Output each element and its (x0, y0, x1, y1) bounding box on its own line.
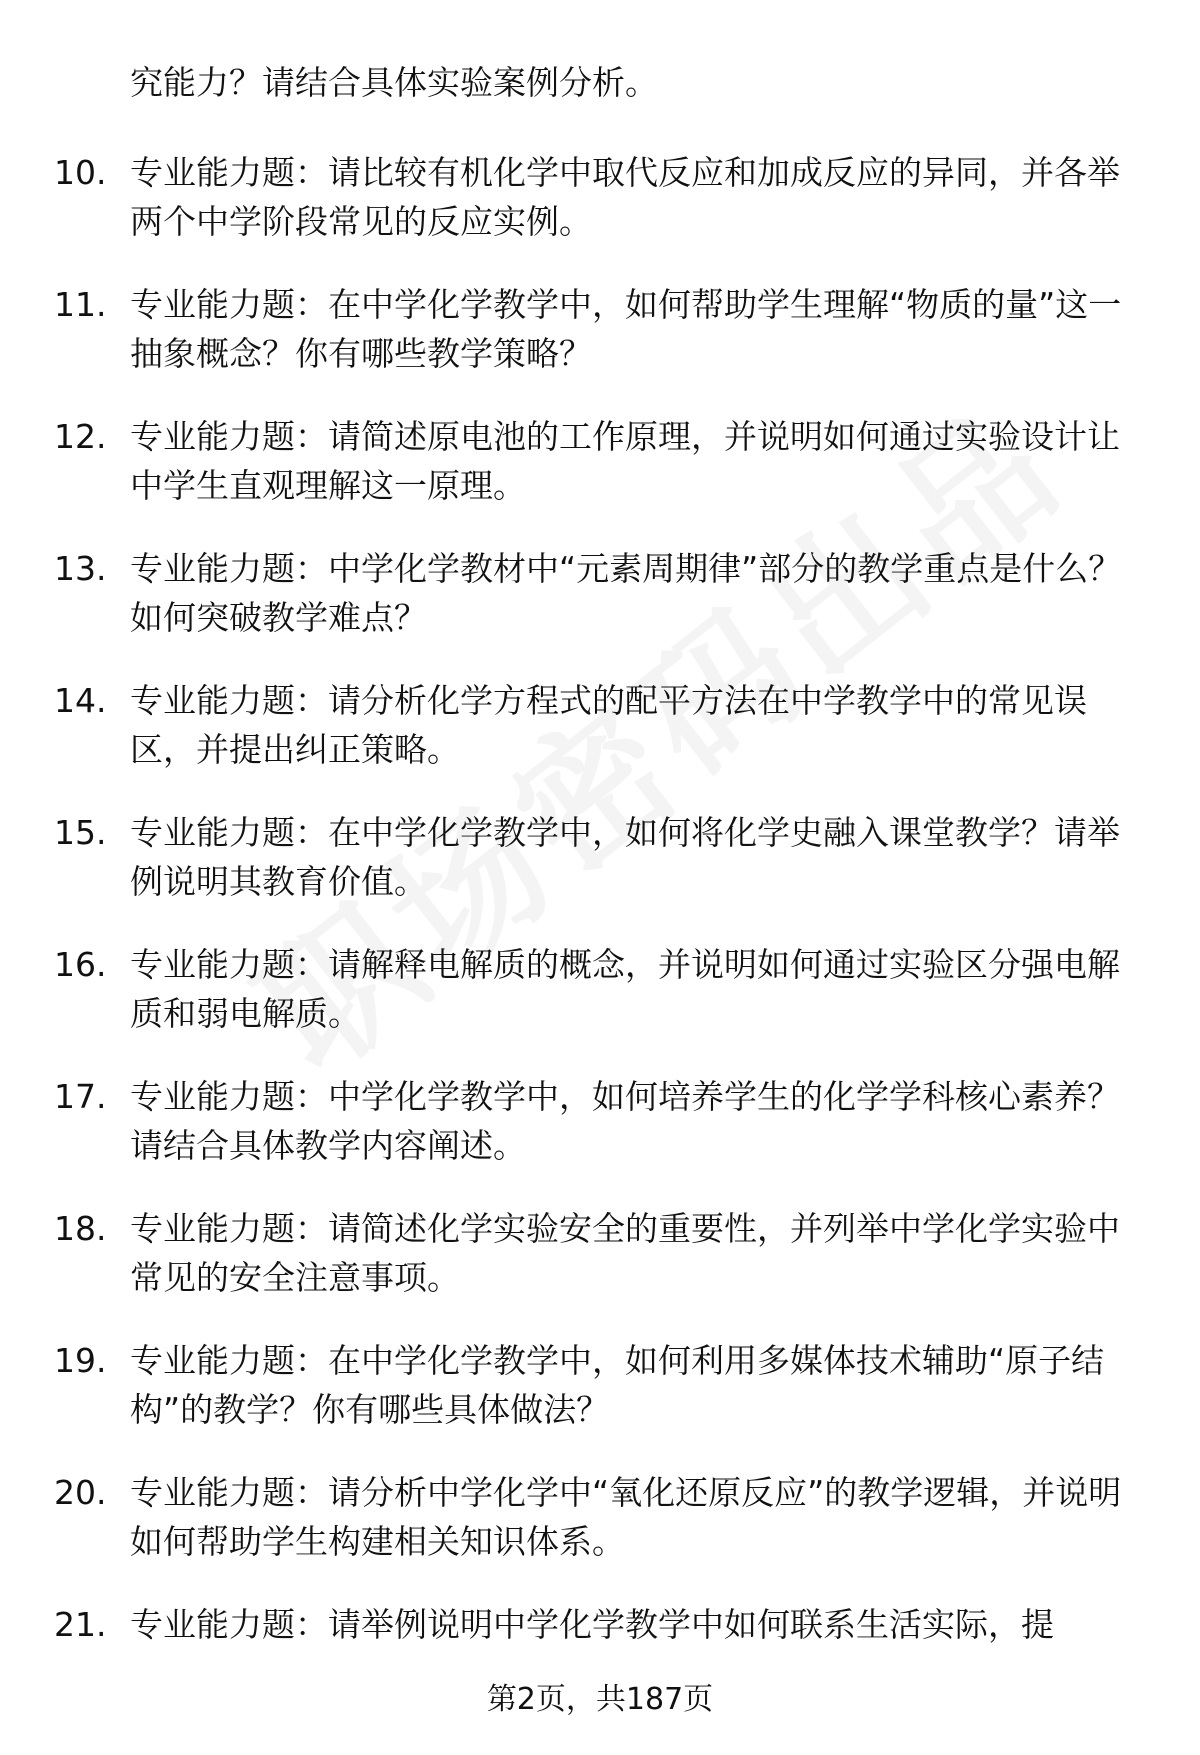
question-number: 12. (54, 417, 107, 456)
question-text: 专业能力题：在中学化学教学中，如何利用多媒体技术辅助“原子结构”的教学？你有哪些具体做法？ (130, 1341, 1105, 1429)
question-number: 15. (54, 813, 107, 852)
question-text: 专业能力题：请解释电解质的概念，并说明如何通过实验区分强电解质和弱电解质。 (130, 945, 1120, 1033)
question-item (0, 940, 1200, 1072)
question-number: 16. (54, 945, 107, 984)
question-text: 专业能力题：请分析化学方程式的配平方法在中学教学中的常见误区，并提出纠正策略。 (130, 681, 1087, 769)
question-item (0, 1204, 1200, 1336)
question-text: 专业能力题：中学化学教材中“元素周期律”部分的教学重点是什么？如何突破教学难点？ (130, 549, 1122, 637)
question-item (0, 1072, 1200, 1204)
question-text: 专业能力题：请分析中学化学中“氧化还原反应”的教学逻辑，并说明如何帮助学生构建相关知识体系。 (130, 1473, 1122, 1561)
question-item (0, 148, 1200, 280)
question-number: 11. (54, 285, 107, 324)
question-item (0, 1336, 1200, 1468)
question-list (0, 148, 1200, 1732)
question-text: 专业能力题：在中学化学教学中，如何帮助学生理解“物质的量”这一抽象概念？你有哪些教学策略？ (130, 285, 1122, 373)
question-number: 17. (54, 1077, 107, 1116)
question-number: 18. (54, 1209, 107, 1248)
question-text: 专业能力题：请简述原电池的工作原理，并说明如何通过实验设计让中学生直观理解这一原理。 (130, 417, 1120, 505)
question-item (0, 676, 1200, 808)
question-number: 10. (54, 153, 107, 192)
continuation-text: 究能力？请结合具体实验案例分析。 (130, 63, 658, 102)
question-number: 13. (54, 549, 107, 588)
question-text: 专业能力题：请举例说明中学化学教学中如何联系生活实际，提 (130, 1605, 1054, 1644)
question-item (0, 1468, 1200, 1600)
question-text: 专业能力题：在中学化学教学中，如何将化学史融入课堂教学？请举例说明其教育价值。 (130, 813, 1120, 901)
question-text: 专业能力题：中学化学教学中，如何培养学生的化学学科核心素养？请结合具体教学内容阐述。 (130, 1077, 1120, 1165)
question-item (0, 280, 1200, 412)
question-number: 19. (54, 1341, 107, 1380)
question-number: 20. (54, 1473, 107, 1512)
question-number: 14. (54, 681, 107, 720)
question-number: 21. (54, 1605, 107, 1644)
question-item (0, 412, 1200, 544)
question-text: 专业能力题：请简述化学实验安全的重要性，并列举中学化学实验中常见的安全注意事项。 (130, 1209, 1120, 1297)
page-footer: 第2页，共187页 (486, 1682, 714, 1717)
question-text: 专业能力题：请比较有机化学中取代反应和加成反应的异同，并各举两个中学阶段常见的反应实例。 (130, 153, 1120, 241)
question-item (0, 544, 1200, 676)
question-item (0, 808, 1200, 940)
